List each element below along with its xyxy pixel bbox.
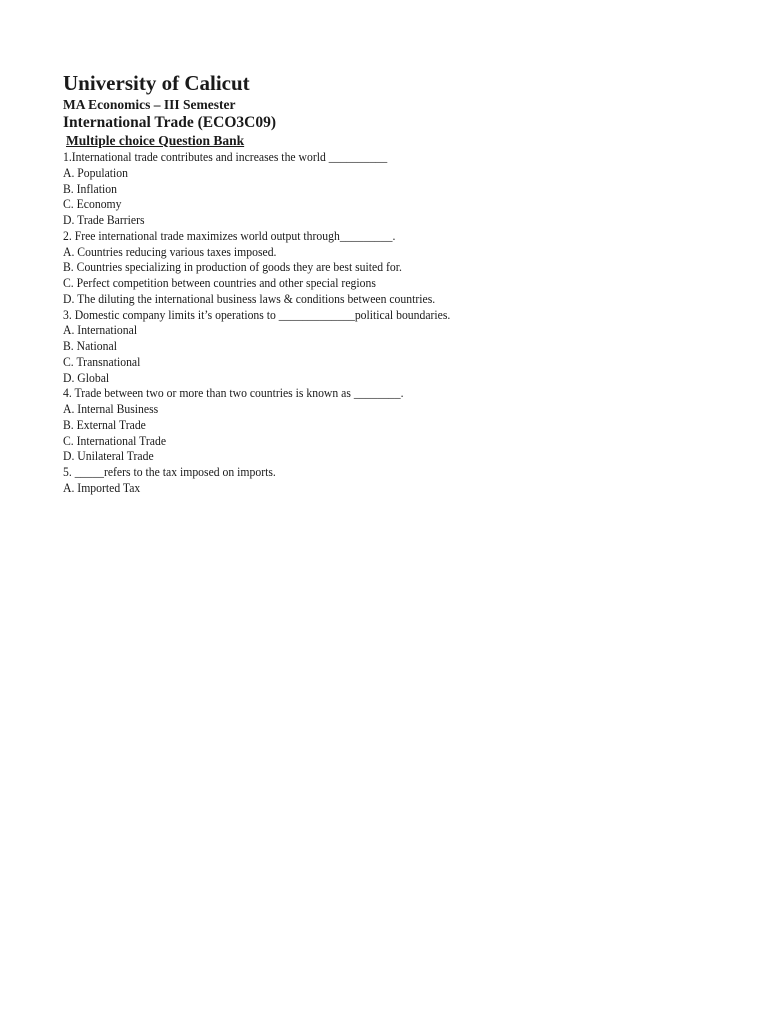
program-subtitle: MA Economics – III Semester <box>63 97 236 112</box>
question-4: 4. Trade between two or more than two countries is known as ________. <box>63 385 404 401</box>
q1-option-c: C. Economy <box>63 196 122 212</box>
q4-option-b: B. External Trade <box>63 416 146 432</box>
q1-option-a: A. Population <box>63 164 129 180</box>
q1-option-d: D. Trade Barriers <box>63 212 145 227</box>
question-bank-heading: Multiple choice Question Bank <box>66 133 245 148</box>
q4-option-a: A. Internal Business <box>63 401 159 416</box>
university-title: University of Calicut <box>63 71 250 95</box>
question-3: 3. Domestic company limits it’s operations to _____________political boundaries. <box>63 306 451 322</box>
course-title: International Trade (ECO3C09) <box>63 114 276 131</box>
q2-option-a: A. Countries reducing various taxes imposed. <box>63 243 277 259</box>
q2-option-d: D. The diluting the international business laws & conditions between countries. <box>63 290 436 306</box>
q4-option-d: D. Unilateral Trade <box>63 448 154 464</box>
q2-option-c: C. Perfect competition between countries and other special regions <box>63 275 376 290</box>
q3-option-c: C. Transnational <box>63 353 141 369</box>
question-list <box>63 149 743 496</box>
q3-option-b: B. National <box>63 338 117 353</box>
question-5: 5. _____refers to the tax imposed on imports. <box>63 464 276 479</box>
q3-option-a: A. International <box>63 322 138 338</box>
q5-option-a: A. Imported Tax <box>63 479 141 495</box>
q2-option-b: B. Countries specializing in production of goods they are best suited for. <box>63 259 402 275</box>
q3-option-d: D. Global <box>63 369 110 385</box>
q4-option-c: C. International Trade <box>63 432 167 448</box>
question-1: 1.International trade contributes and increases the world __________ <box>63 149 388 164</box>
document-page <box>63 70 743 496</box>
q1-option-b: B. Inflation <box>63 180 117 196</box>
question-2: 2. Free international trade maximizes world output through_________. <box>63 227 396 243</box>
